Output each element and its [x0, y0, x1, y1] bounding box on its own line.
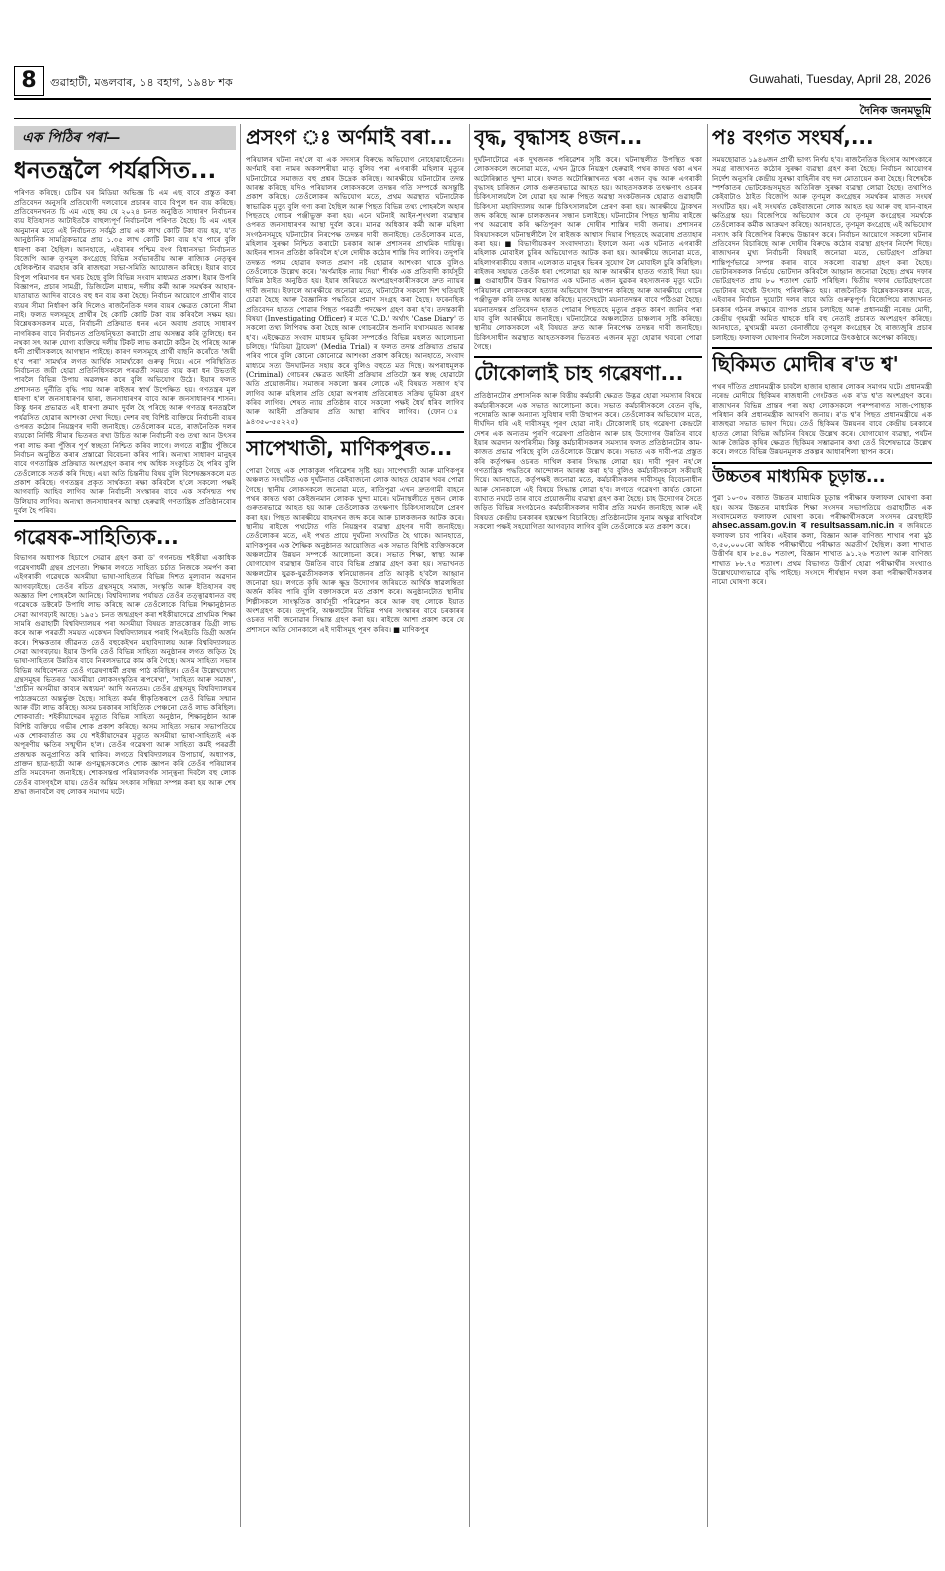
- article-sapekhati-body: পোৱা গৈছে এক শোকাকুল পৰিৱেশৰ সৃষ্টি হয়। সাপেখাতী আৰু মাণিকপুৰ অঞ্চলত সংঘটিত এক দুৰ্ঘটনাত কেইবাজনো লোক আহত হোৱাৰ খবৰ পোৱা গৈছে। স্থানীয় লোকসকলে জনোৱা মতে, ৰাতিপুৱা এখন দ্ৰুতগামী বাহনে পথৰ কাষত থকা কেইজনমান লোকক খুন্দা মাৰে। ঘটনাস্থলীতে দুজন লোক গুৰুতৰভাৱে আহত হয় আৰু তেওঁলোকক তৎক্ষণাৎ চিকিৎসালয়লৈ প্ৰেৰণ কৰা হয়। পিছত আৰক্ষীয়ে বাহনখন জব্দ কৰে আৰু চালকজনক আটক কৰে। স্থানীয় ৰাইজে পথটোত গতি নিয়ন্ত্ৰণৰ ব্যৱস্থা গ্ৰহণৰ দাবী জনাইছে। তেওঁলোকৰ মতে, এই পথত প্ৰায়ে দুৰ্ঘটনা সংঘটিত হৈ থাকে। আনহাতে, মাণিকপুৰৰ এক শৈক্ষিক অনুষ্ঠানত আয়োজিত এক সভাত বিশিষ্ট ব্যক্তিসকলে অঞ্চলটোৰ উন্নয়ন সম্পৰ্কে আলোচনা কৰে। সভাত শিক্ষা, স্বাস্থ্য আৰু যোগাযোগ ব্যৱস্থাৰ উন্নতিৰ বাবে বিভিন্ন প্ৰস্তাৱ গ্ৰহণ কৰা হয়। সভাখনত অঞ্চলটোৰ যুৱক-যুৱতীসকলক স্বনিয়োজনৰ প্ৰতি আকৃষ্ট হ'বলৈ আহ্বান জনোৱা হয়। লগতে কৃষি আৰু ক্ষুদ্ৰ উদ্যোগৰ জৰিয়তে আৰ্থিক স্বাৱলম্বিতা অৰ্জন কৰিব পাৰি বুলি বক্তাসকলে মত প্ৰকাশ কৰে। অনুষ্ঠানটোত স্থানীয় শিল্পীসকলে সাংস্কৃতিক কাৰ্যসূচী পৰিৱেশন কৰে আৰু বহু লোকে ইয়াত অংশগ্ৰহণ কৰে। তদুপৰি, অঞ্চলটোৰ বিভিন্ন পথৰ সংস্কাৰৰ বাবে চৰকাৰৰ ওচৰত দাবী জনোৱাৰ সিদ্ধান্ত গ্ৰহণ কৰা হয়। ৰাইজে আশা প্ৰকাশ কৰে যে প্ৰশাসনে অতি সোনকালে এই দাবীসমূহ পূৰণ কৰিব। ■ মাণিকপুৰ: [246, 465, 464, 634]
- article-divider: [712, 347, 932, 349]
- column-4: [712, 124, 932, 1527]
- article-divider: [474, 356, 702, 358]
- hs-results-text-a: পুৱা ১০-৩০ বজাত উচ্চতৰ মাধ্যমিক চূড়ান্ত পৰীক্ষাৰ ফলাফল ঘোষণা কৰা হয়। অসম উচ্চতৰ মাধ্যমিক শিক্ষা সংসদৰ সভাপতিয়ে গুৱাহাটীত এক সংবাদমেলত ফলাফল ঘোষণা কৰে। পৰীক্ষাৰ্থীসকলে সংসদৰ ৱেবছাইট: [712, 493, 932, 521]
- column-divider: [707, 124, 708, 1527]
- article-tocklai-body: প্ৰতিষ্ঠানটোৰ প্ৰশাসনিক আৰু বিত্তীয় কৰ্মচাৰী ক্ষেত্ৰত উদ্ভৱ হোৱা সমস্যাৰ বিষয়ে কৰ্মচাৰীসকলে এক সভাত আলোচনা কৰে। সভাত কৰ্মচাৰীসকলে বেতন বৃদ্ধি, পদোন্নতি আৰু অন্যান্য সুবিধাৰ দাবী উত্থাপন কৰে। তেওঁলোকৰ অভিযোগ মতে, দীৰ্ঘদিন ধৰি এই দাবীসমূহ পূৰণ হোৱা নাই। টোকোলাই চাহ গৱেষণা কেন্দ্ৰটো দেশৰ এক অন্যতম পুৰণি গৱেষণা প্ৰতিষ্ঠান আৰু চাহ উদ্যোগৰ উন্নতিৰ বাবে ইয়াৰ অৱদান অপৰিসীম। কিন্তু কৰ্মচাৰীসকলৰ সমস্যাৰ ফলত প্ৰতিষ্ঠানটোৰ কাম-কাজত প্ৰভাৱ পৰিছে বুলি তেওঁলোকে উল্লেখ কৰে। সভাত এক দাবী-পত্ৰ প্ৰস্তুত কৰি কৰ্তৃপক্ষৰ ওচৰত দাখিল কৰাৰ সিদ্ধান্ত লোৱা হয়। দাবী পূৰণ নহ'লে গণতান্ত্ৰিক পদ্ধতিৰে আন্দোলন আৰম্ভ কৰা হ'ব বুলিও কৰ্মচাৰীসকলে সকীয়াই দিয়ে। আনহাতে, কৰ্তৃপক্ষই জনোৱা মতে, কৰ্মচাৰীসকলৰ দাবীসমূহ বিবেচনাধীন আৰু সোনকালে এই বিষয়ে সিদ্ধান্ত লোৱা হ'ব। লগতে গৱেষণা কাৰ্যত কোনো ব্যাঘাত নঘটে তাৰ বাবে প্ৰয়োজনীয় ব্যৱস্থা গ্ৰহণ কৰা হৈছে। চাহ উদ্যোগৰ সৈতে জড়িত বিভিন্ন সংগঠনেও কৰ্মচাৰীসকলৰ দাবীৰ প্ৰতি সমৰ্থন জনাইছে আৰু এই বিষয়ত কেন্দ্ৰীয় চৰকাৰৰ হস্তক্ষেপ বিচাৰিছে। প্ৰতিষ্ঠানটোৰ সুনাম অক্ষুণ্ণ ৰাখিবলৈ সকলো পক্ষই সহযোগিতা আগবঢ়াব লাগিব বুলি তেওঁলোকে মত প্ৰকাশ কৰে।: [474, 391, 702, 532]
- article-dhanatantra-body: পৰিণত কৰিছে। চেটিৰ ঘৰ মিডিয়া অভিজ্ঞ চি এম এছ বাবে প্ৰস্তুত কৰা প্ৰতিবেদন অনুসৰি প্ৰতিযোগী দলবোৰে প্ৰচাৰৰ বাবে বিপুল ধন ব্যয় কৰিছে। প্ৰতিবেদনখনত চি এম এছে কয় যে ২০২৪ চনত অনুষ্ঠিত সাধাৰণ নিৰ্বাচনৰ ব্যয় ইতিহাসত আটাইতকৈ বাহুল্যপূৰ্ণ নিৰ্বাচনলৈ পৰিণত হৈছে। চি এম এছৰ অনুমানৰ মতে এই নিৰ্বাচনত সৰ্বমুঠ প্ৰায় এক লাখ কোটি টকা ব্যয় হয়, য'ত আনুষ্ঠানিক সামগ্ৰিকভাৱে প্ৰায় ১.৩৫ লাখ কোটি টকা ব্যয় হ'ব পাৰে বুলি ধাৰণা কৰা হৈছিল। আনহাতে, এইবাৰৰ পশ্চিম বংগ বিধানসভা নিৰ্বাচনত বিজেপি আৰু তৃণমূল কংগ্ৰেছে বিভিন্ন সৰ্বভাৰতীয় আৰু ৰাজ্যিক নেতৃত্বৰ হেলিকপ্টাৰ ব্যৱহাৰ কৰি ৰাজহুৱা সভা-সমিতি আয়োজন কৰিছে। ইয়াৰ বাবে বিপুল পৰিমাণৰ ধন খৰচ হৈছে বুলি বিভিন্ন সংবাদ মাধ্যমত প্ৰকাশ। ইয়াৰ উপৰি বিজ্ঞাপন, প্ৰচাৰ সামগ্ৰী, ডিজিটেল মাধ্যম, দলীয় কৰ্মী আৰু সমৰ্থকৰ আহাৰ-যাতায়াত আদিৰ বাবেও বহু ধন ব্যয় কৰা হৈছে। নিৰ্বাচন আয়োগে প্ৰাৰ্থীৰ বাবে ব্যয়ৰ সীমা নিৰ্ধাৰণ কৰি দিলেও ৰাজনৈতিক দলৰ ব্যয়ৰ ক্ষেত্ৰত কোনো সীমা নাই। ফলত দলসমূহে প্ৰাৰ্থীৰ হৈ কোটি কোটি টকা ব্যয় কৰিবলৈ সক্ষম হয়। বিশ্লেষকসকলৰ মতে, নিৰ্বাচনী প্ৰক্ৰিয়াত ধনৰ এনে অবাধ প্ৰবাহে সাধাৰণ নাগৰিকৰ বাবে নিৰ্বাচনত প্ৰতিদ্বন্দ্বিতা কৰাটো প্ৰায় অসম্ভৱ কৰি তুলিছে। ধন নথকা সৎ আৰু যোগ্য ব্যক্তিয়ে দলীয় টিকট লাভ কৰাটো কঠিন হৈ পৰিছে আৰু ধনী প্ৰাৰ্থীসকলহে আগস্থান পাইছে। কাৰণ দলসমূহে প্ৰাৰ্থী বাছনি কৰোঁতে 'জয়ী হ'ব পৰা' সামৰ্থ্যৰ লগত আৰ্থিক সামৰ্থ্যকো গুৰুত্ব দিয়ে। এনে পৰিস্থিতিত নিৰ্বাচনত জয়ী হোৱা প্ৰতিনিধিসকলে পৰৱৰ্তী সময়ত ব্যয় কৰা ধন উভতাই পাবলৈ বিভিন্ন উপায় অৱলম্বন কৰে বুলি অভিযোগ উঠে। ইয়াৰ ফলত প্ৰশাসনত দুৰ্নীতি বৃদ্ধি পায় আৰু ৰাইজৰ স্বাৰ্থ উপেক্ষিত হয়। গণতন্ত্ৰৰ মূল ধাৰণা হ'ল জনসাধাৰণৰ দ্বাৰা, জনসাধাৰণৰ বাবে আৰু জনসাধাৰণৰ শাসন। কিন্তু ধনৰ প্ৰভাৱত এই ধাৰণা ক্ৰমাৎ দুৰ্বল হৈ পৰিছে আৰু গণতন্ত্ৰ ধনতন্ত্ৰলৈ পৰ্যৱসিত হোৱাৰ আশংকা দেখা দিছে। দেশৰ বহু বিশিষ্ট ব্যক্তিয়ে নিৰ্বাচনী ব্যয়ৰ ওপৰত কঠোৰ নিয়ন্ত্ৰণৰ দাবী জনাইছে। তেওঁলোকৰ মতে, ৰাজনৈতিক দলৰ ব্যয়কো নিৰ্দিষ্ট সীমাৰ ভিতৰত ৰখা উচিত আৰু নিৰ্বাচনী বণ্ড তথা আন উৎসৰ পৰা লাভ কৰা পুঁজিৰ পূৰ্ণ স্বচ্ছতা নিশ্চিত কৰিব লাগে। লগতে ৰাষ্ট্ৰীয় পুঁজিৰে নিৰ্বাচন অনুষ্ঠিত কৰাৰ প্ৰস্তাৱো বিবেচনা কৰিব পাৰি। অন্যথা সাধাৰণ মানুহৰ বাবে গণতান্ত্ৰিক প্ৰক্ৰিয়াত অংশগ্ৰহণ কৰাৰ পথ অধিক সংকুচিত হৈ পৰিব বুলি তেওঁলোকে সতৰ্ক কৰি দিছে। এয়া অতি চিন্তনীয় বিষয় বুলি বিশেষজ্ঞসকলে মত প্ৰকাশ কৰিছে। গণতন্ত্ৰৰ প্ৰকৃত সাৰ্থকতা ৰক্ষা কৰিবলৈ হ'লে সকলো পক্ষই আগবাঢ়ি আহিব লাগিব আৰু নিৰ্বাচনী সংস্কাৰৰ বাবে এক সৰ্বসন্মত পথ উলিয়াব লাগিব। অন্যথা জনসাধাৰণৰ আস্থা হেৰুৱাই গণতান্ত্ৰিক প্ৰতিষ্ঠানবোৰ দুৰ্বল হৈ পৰিব।: [14, 188, 236, 516]
- page-header: [14, 64, 931, 98]
- results-website-link[interactable]: ahsec.assam.gov.in ৰ resultsassam.nic.in: [712, 520, 895, 531]
- article-divider: [14, 520, 236, 522]
- headline-researcher: গৱেষক-সাহিত্যিক...: [14, 525, 179, 550]
- column-3: [474, 124, 702, 1527]
- article-divider: [712, 462, 932, 464]
- headline-west-bengal: পঃ বংগত সংঘৰ্ষ,...: [712, 125, 874, 149]
- headline-arnamai: প্ৰসংগ ঃ অৰ্ণমাই বৰা...: [246, 125, 453, 149]
- article-arnamai-body: পৰিয়ালৰ ঘটনা নহ'লে বা এক সদস্যৰ বিৰুদ্ধে অভিযোগ নোহোৱাহেঁতেন। অৰ্ণমাই বৰা নামৰ অকলশৰীয়া মাতৃ বুলিব পৰা এগৰাকী মহিলাৰ মৃত্যুৰ ঘটনাটোৱে সমাজত বহু প্ৰশ্নৰ উদ্ৰেক কৰিছে। আৰক্ষীয়ে ঘটনাটোৰ তদন্ত আৰম্ভ কৰিছে যদিও পৰিয়ালৰ লোকসকলে তদন্তৰ গতি সম্পৰ্কে অসন্তুষ্টি প্ৰকাশ কৰিছে। তেওঁলোকৰ অভিযোগ মতে, প্ৰথম অৱস্থাত ঘটনাটোক স্বাভাৱিক মৃত্যু বুলি গণ্য কৰা হৈছিল আৰু পিছত বিভিন্ন তথ্য পোহৰলৈ অহাৰ পিছতহে গোচৰ পঞ্জীভুক্ত কৰা হয়। এনে ঘটনাই আইন-শৃংখলা ব্যৱস্থাৰ ওপৰত জনসাধাৰণৰ আস্থা দুৰ্বল কৰে। মানৱ অধিকাৰ কৰ্মী আৰু মহিলা সংগঠনসমূহে ঘটনাটোৰ নিৰপেক্ষ তদন্তৰ দাবী জনাইছে। তেওঁলোকৰ মতে, মহিলাৰ সুৰক্ষা নিশ্চিত কৰাটো চৰকাৰ আৰু প্ৰশাসনৰ প্ৰাথমিক দায়িত্ব। আইনৰ শাসন প্ৰতিষ্ঠা কৰিবলৈ হ'লে দোষীক কঠোৰ শাস্তি দিব লাগিব। তদুপৰি তদন্তত পলম হোৱাৰ ফলত প্ৰমাণ নষ্ট হোৱাৰ আশংকা থাকে বুলিও তেওঁলোকে উল্লেখ কৰে। 'অৰ্ণমাইক ন্যায় দিয়া' শীৰ্ষক এক প্ৰতিবাদী কাৰ্যসূচী বিভিন্ন ঠাইত অনুষ্ঠিত হয়। ইয়াৰ জৰিয়তে অংশগ্ৰহণকাৰীসকলে দ্ৰুত ন্যায়ৰ দাবী জনায়। ইফালে আৰক্ষীয়ে জনোৱা মতে, ঘটনাটোৰ সকলো দিশ খতিয়াই চোৱা হৈছে আৰু বৈজ্ঞানিক পদ্ধতিৰে প্ৰমাণ সংগ্ৰহ কৰা হৈছে। ফৰেনছিক প্ৰতিবেদন হাতত পোৱাৰ পিছত পৰৱৰ্তী পদক্ষেপ গ্ৰহণ কৰা হ'ব। তদন্তকাৰী বিষয়া (Investigating Officer) ৰ মতে 'C.D.' অৰ্থাৎ 'Case Diary' ত সকলো তথ্য লিপিবদ্ধ কৰা হৈছে আৰু গোচৰটোৰ শুনানি যথাসময়ত আৰম্ভ হ'ব। এইক্ষেত্ৰত সংবাদ মাধ্যমৰ ভূমিকা সম্পৰ্কেও বিভিন্ন মহলত আলোচনা চলিছে। 'মিডিয়া ট্ৰায়েল' (Media Trial) ৰ ফলত তদন্ত প্ৰক্ৰিয়াত প্ৰভাৱ পৰিব পাৰে বুলি কোনো কোনোৱে আশংকা প্ৰকাশ কৰিছে। আনহাতে, সংবাদ মাধ্যমে সত্য উদঘাটনত সহায় কৰে বুলিও বহুতে মত দিছে। অপৰাধমূলক (Criminal) গোচৰৰ ক্ষেত্ৰত আইনী প্ৰক্ৰিয়াৰ প্ৰতিটো স্তৰ স্বচ্ছ হোৱাটো অতি প্ৰয়োজনীয়। সমাজৰ সকলো স্তৰৰ লোকে এই বিষয়ত সজাগ হ'ব লাগিব আৰু মহিলাৰ প্ৰতি হোৱা অপৰাধ প্ৰতিৰোধত সক্ৰিয় ভূমিকা গ্ৰহণ কৰিব লাগিব। শেষত ন্যায় প্ৰতিষ্ঠাৰ বাবে সকলো পক্ষই ধৈৰ্য ধৰিব লাগিব আৰু আইনী প্ৰক্ৰিয়াৰ প্ৰতি আস্থা ৰাখিব লাগিব। (ফোন ঃ ৯৪৩৫০-৫৫২২৫): [246, 155, 464, 426]
- article-sikkim-body: পথৰ দাঁতিত প্ৰধানমন্ত্ৰীক চাবলৈ হাজাৰ হাজাৰ লোকৰ সমাগম ঘটে। প্ৰধানমন্ত্ৰী নৰেন্দ্ৰ মোদীয়ে ছিকিমৰ ৰাজধানী গেংটকত এক ৰ'ড শ্ব'ত অংশগ্ৰহণ কৰে। ৰাজ্যখনৰ বিভিন্ন প্ৰান্তৰ পৰা অহা লোকসকলে পৰম্পৰাগত সাজ-পোছাক পৰিধান কৰি প্ৰধানমন্ত্ৰীক আদৰণি জনায়। ৰ'ড শ্ব'ৰ পিছত প্ৰধানমন্ত্ৰীয়ে এক ৰাজহুৱা সভাত ভাষণ দিয়ে। তেওঁ ছিকিমৰ উন্নয়নৰ বাবে কেন্দ্ৰীয় চৰকাৰে হাতত লোৱা বিভিন্ন আঁচনিৰ বিষয়ে উল্লেখ কৰে। যোগাযোগ ব্যৱস্থা, পৰ্যটন আৰু জৈৱিক কৃষিৰ ক্ষেত্ৰত ছিকিমৰ সম্ভাৱনাৰ কথা তেওঁ বিশেষভাৱে উল্লেখ কৰে। লগতে বিভিন্ন উন্নয়নমূলক প্ৰকল্পৰ আধাৰশিলা স্থাপন কৰে।: [712, 381, 932, 457]
- column-1: [14, 124, 236, 1527]
- article-divider: [246, 431, 464, 433]
- hs-results-text-b: ৰ জৰিয়তে ফলাফল চাব পাৰিব। এইবাৰ কলা, বিজ্ঞান আৰু বাণিজ্য শাখাৰ পৰা মুঠ ৩,৫০,০০০ৰো অধিক পৰীক্ষাৰ্থীয়ে পৰীক্ষাত অৱতীৰ্ণ হৈছিল। কলা শাখাত উত্তীৰ্ণৰ হাৰ ৮৫.৪০ শতাংশ, বিজ্ঞান শাখাত ৯১.২৬ শতাংশ আৰু বাণিজ্য শাখাত ৮৮.৭৫ শতাংশ। প্ৰথম বিভাগত উত্তীৰ্ণ হোৱা পৰীক্ষাৰ্থীৰ সংখ্যাও উল্লেখযোগ্যভাৱে বৃদ্ধি পাইছে। সংসদে শীৰ্ষস্থান দখল কৰা পৰীক্ষাৰ্থীসকলৰ নামো ঘোষণা কৰে।: [712, 521, 932, 587]
- dateline-assamese: গুৱাহাটী, মঙলবাৰ, ১৪ বহাগ, ১৯৪৮ শক: [50, 76, 233, 89]
- header-rule: [14, 98, 931, 100]
- section-kicker: এক পিঠিৰ পৰা—: [14, 126, 236, 150]
- column-divider: [240, 124, 241, 1527]
- article-researcher-body: বিভাগৰ অধ্যাপক হিচাপে সেৱাৰ গ্ৰহণ কৰা ড' গগনচন্দ্ৰ শইকীয়া একাধিক গৱেষণাধৰ্মী গ্ৰন্থৰ প্ৰণেতা। শিক্ষাৰ লগতে সাহিত্য চৰ্চাত নিজকে সমৰ্পণ কৰা এইগৰাকী গৱেষকে অসমীয়া ভাষা-সাহিত্যৰ বিভিন্ন দিশত মূল্যবান অৱদান আগবঢ়াইছে। তেওঁৰ ৰচিত গ্ৰন্থসমূহে সমাজ, সংস্কৃতি আৰু ইতিহাসৰ বহু অজ্ঞাত দিশ পোহৰলৈ আনিছে। বিশ্ববিদ্যালয় পৰ্যায়ত তেওঁৰ তত্ত্বাৱধানত বহু গৱেষকে ডক্টৰেট উপাধি লাভ কৰিছে আৰু তেওঁলোকে বিভিন্ন শিক্ষানুষ্ঠানত সেৱা আগবঢ়াই আছে। ১৯৫১ চনত জন্মগ্ৰহণ কৰা শইকীয়াদেৱে প্ৰাথমিক শিক্ষা সামৰি গুৱাহাটী বিশ্ববিদ্যালয়ৰ পৰা অসমীয়া বিষয়ত স্নাতকোত্তৰ ডিগ্ৰী লাভ কৰে আৰু পৰৱৰ্তী সময়ত একেখন বিশ্ববিদ্যালয়ৰ পৰাই পিএইচডি ডিগ্ৰী অৰ্জন কৰে। শিক্ষকতাৰ জীৱনত তেওঁ বহুকেইখন মহাবিদ্যালয় আৰু বিশ্ববিদ্যালয়ত সেৱা আগবঢ়ায়। ইয়াৰ উপৰি তেওঁ বিভিন্ন সাহিত্য অনুষ্ঠানৰ লগত জড়িত হৈ ভাষা-সাহিত্যৰ উন্নতিৰ বাবে নিৰলসভাৱে কাম কৰি গৈছে। অসম সাহিত্য সভাৰ বিভিন্ন অধিবেশনত তেওঁ গৱেষণাধৰ্মী প্ৰবন্ধ পাঠ কৰিছিল। তেওঁৰ উল্লেখযোগ্য গ্ৰন্থসমূহৰ ভিতৰত 'অসমীয়া লোকসংস্কৃতিৰ ৰূপৰেখা', 'সাহিত্য আৰু সমাজ', 'প্ৰাচীন অসমীয়া কাব্যৰ অধ্যয়ন' আদি অন্যতম। তেওঁৰ গ্ৰন্থসমূহ বিশ্ববিদ্যালয়ৰ পাঠ্যক্ৰমতো অন্তৰ্ভুক্ত হৈছে। সাহিত্য কৰ্মৰ স্বীকৃতিস্বৰূপে তেওঁ বিভিন্ন সন্মান আৰু বঁটা লাভ কৰিছে। অসম চৰকাৰৰ সাহিত্যিক পেঞ্চনো তেওঁ লাভ কৰিছিল। শোকবাৰ্তা: শইকীয়াদেৱৰ মৃত্যুত বিভিন্ন সাহিত্য অনুষ্ঠান, শিক্ষানুষ্ঠান আৰু বিশিষ্ট ব্যক্তিয়ে গভীৰ শোক প্ৰকাশ কৰিছে। অসম সাহিত্য সভাৰ সভাপতিয়ে এক শোকবাৰ্তাত কয় যে শইকীয়াদেৱৰ মৃত্যুত অসমীয়া ভাষা-সাহিত্যই এক অপূৰণীয় ক্ষতিৰ সন্মুখীন হ'ল। তেওঁৰ গৱেষণা আৰু সাহিত্য কৰ্মই পৰৱৰ্তী প্ৰজন্মক অনুপ্ৰাণিত কৰি থাকিব। লগতে বিশ্ববিদ্যালয়ৰ উপাচাৰ্য, অধ্যাপক, প্ৰাক্তন ছাত্ৰ-ছাত্ৰী আৰু গুণমুগ্ধসকলেও শোক জ্ঞাপন কৰি তেওঁৰ পৰিয়ালৰ প্ৰতি সমবেদনা জনাইছে। শোকসন্তপ্ত পৰিয়ালবৰ্গক সান্ত্বনা দিবলৈ বহু লোক তেওঁৰ বাসগৃহলৈ যায়। তেওঁৰ অন্তিম সৎকাৰ সন্ধিয়া সম্পন্ন কৰা হয় আৰু শেষ শ্ৰদ্ধা জনাবলৈ বহু লোকৰ সমাগম ঘটে।: [14, 553, 236, 797]
- headline-accident: বৃদ্ধ, বৃদ্ধাসহ ৪জন...: [474, 125, 643, 149]
- page-number: 8: [14, 66, 44, 96]
- masthead: দৈনিক জনমভূমি: [859, 104, 931, 117]
- column-2: [246, 124, 464, 1527]
- article-hs-results-body: [712, 493, 932, 586]
- masthead-rule: [14, 118, 931, 119]
- headline-tocklai: টোকোলাই চাহ গৱেষণা...: [474, 361, 684, 386]
- headline-sapekhati: সাপেখাতী, মাণিকপুৰত...: [246, 435, 453, 460]
- dateline-english: Guwahati, Tuesday, April 28, 2026: [749, 72, 931, 86]
- headline-dhanatantra: ধনতন্ত্ৰলৈ পৰ্যৱসিত...: [14, 158, 217, 184]
- headline-hs-results: উচ্চতৰ মাধ্যমিক চূড়ান্ত...: [712, 466, 886, 487]
- article-west-bengal-body: সময়ছোৱাত ১৯৪৬জন প্ৰাৰ্থী ভাগ্য নিৰ্ণয় হ'ব। ৰাজনৈতিক হিংসাৰ আশংকাৰে সমগ্ৰ ৰাজ্যখনত কঠোৰ সুৰক্ষা ব্যৱস্থা গ্ৰহণ কৰা হৈছে। নিৰ্বাচন আয়োগৰ নিৰ্দেশ অনুসৰি কেন্দ্ৰীয় সুৰক্ষা বাহিনীৰ বহু দল মোতায়েন কৰা হৈছে। বিশেষকৈ স্পৰ্শকাতৰ ভোটকেন্দ্ৰসমূহত অতিৰিক্ত সুৰক্ষা ব্যৱস্থা লোৱা হৈছে। তথাপিও কেইবাটাও ঠাইত বিজেপি আৰু তৃণমূল কংগ্ৰেছৰ সমৰ্থকৰ মাজত সংঘৰ্ষ সংঘটিত হয়। এই সংঘৰ্ষত কেইবাজনো লোক আহত হয় আৰু বহু যান-বাহন ক্ষতিগ্ৰস্ত হয়। বিজেপিয়ে অভিযোগ কৰে যে তৃণমূল কংগ্ৰেছৰ সমৰ্থকে তেওঁলোকৰ কৰ্মীক আক্ৰমণ কৰিছে। আনহাতে, তৃণমূল কংগ্ৰেছে এই অভিযোগ নস্যাৎ কৰি বিজেপিৰ বিৰুদ্ধে উচ্চাৰণ কৰে। নিৰ্বাচন আয়োগে সকলো ঘটনাৰ প্ৰতিবেদন বিচাৰিছে আৰু দোষীৰ বিৰুদ্ধে কঠোৰ ব্যৱস্থা গ্ৰহণৰ নিৰ্দেশ দিছে। ৰাজ্যখনৰ মুখ্য নিৰ্বাচনী বিষয়াই জনোৱা মতে, ভোটগ্ৰহণ প্ৰক্ৰিয়া শান্তিপূৰ্ণভাৱে সম্পন্ন কৰাৰ বাবে সকলো ব্যৱস্থা গ্ৰহণ কৰা হৈছে। ভোটাৰসকলক নিৰ্ভয়ে ভোটদান কৰিবলৈ আহ্বান জনোৱা হৈছে। প্ৰথম দফাৰ ভোটগ্ৰহণত প্ৰায় ৮০ শতাংশ ভোট পৰিছিল। দ্বিতীয় দফাৰ ভোটগ্ৰহণতো ভোটাৰৰ যথেষ্ট উৎসাহ পৰিলক্ষিত হয়। ৰাজনৈতিক বিশ্লেষকসকলৰ মতে, এইবাৰৰ নিৰ্বাচন দুয়োটা দলৰ বাবে অতি গুৰুত্বপূৰ্ণ। বিজেপিয়ে ৰাজ্যখনত চৰকাৰ গঠনৰ লক্ষ্যৰে ব্যাপক প্ৰচাৰ চলাইছে আৰু প্ৰধানমন্ত্ৰী নৰেন্দ্ৰ মোদী, কেন্দ্ৰীয় গৃহমন্ত্ৰী অমিত শ্বাহকে ধৰি বহু নেতাই প্ৰচাৰত অংশগ্ৰহণ কৰিছে। আনহাতে, মুখ্যমন্ত্ৰী মমতা বেনাৰ্জীয়ে তৃণমূল কংগ্ৰেছৰ হৈ ৰাজ্যজুৰি প্ৰচাৰ চলাইছে। ফলাফল ঘোষণাৰ দিনলৈ সকলোৱে উৎকণ্ঠাৰে অপেক্ষা কৰিছে।: [712, 155, 932, 342]
- headline-sikkim-roadshow: ছিকিমত মোদীৰ ৰ'ড শ্ব': [712, 351, 899, 376]
- column-divider: [469, 124, 470, 1527]
- article-accident-body: দুৰ্ঘটনাটোৱে এক দুখজনক পৰিৱেশৰ সৃষ্টি কৰে। ঘটনাস্থলীত উপস্থিত থকা লোকসকলে জনোৱা মতে, এখন ট্ৰাকে নিয়ন্ত্ৰণ হেৰুৱাই পথৰ কাষত থকা এখন অটোৰিক্সাত খুন্দা মাৰে। ফলত অটোৰিক্সাখনত থকা এজন বৃদ্ধ আৰু এগৰাকী বৃদ্ধাসহ চাৰিজন লোক গুৰুতৰভাৱে আহত হয়। আহতসকলক তৎক্ষণাৎ ওচৰৰ চিকিৎসালয়লৈ লৈ যোৱা হয় আৰু পিছত অৱস্থা সংকটজনক হোৱাত গুৱাহাটী চিকিৎসা মহাবিদ্যালয় আৰু চিকিৎসালয়লৈ প্ৰেৰণ কৰা হয়। আৰক্ষীয়ে ট্ৰাকখন জব্দ কৰিছে আৰু চালকজনৰ সন্ধান চলাইছে। ঘটনাটোৰ পিছত স্থানীয় ৰাইজে পথ অৱৰোধ কৰি ক্ষতিপূৰণ আৰু দোষীৰ শাস্তিৰ দাবী জনায়। প্ৰশাসনৰ বিষয়াসকলে ঘটনাস্থলীলৈ গৈ ৰাইজক আশ্বাস দিয়াৰ পিছতহে অৱৰোধ প্ৰত্যাহাৰ কৰা হয়। ■ বিভাগীয়কৰণ সংবাদদাতা। ইফালে অন্য এক ঘটনাত এগৰাকী মহিলাক মোবাইল চুৰিৰ অভিযোগত আটক কৰা হয়। আৰক্ষীয়ে জনোৱা মতে, মহিলাগৰাকীয়ে বজাৰ এলেকাত মানুহৰ ভিৰৰ সুযোগ লৈ মোবাইল চুৰি কৰিছিল। ৰাইজৰ সহায়ত তেওঁক ধৰা পেলোৱা হয় আৰু আৰক্ষীৰ হাতত গতাই দিয়া হয়। ■ গুৱাহাটীৰ উত্তৰ বিভাগত এক ঘটনাত এজন যুৱকৰ ৰহস্যজনক মৃত্যু ঘটে। পৰিয়ালৰ লোকসকলে হত্যাৰ অভিযোগ উত্থাপন কৰিছে আৰু আৰক্ষীয়ে গোচৰ পঞ্জীভুক্ত কৰি তদন্ত আৰম্ভ কৰিছে। মৃতদেহটো ময়নাতদন্তৰ বাবে পঠিওৱা হৈছে। ময়নাতদন্তৰ প্ৰতিবেদন হাতত পোৱাৰ পিছতহে মৃত্যুৰ প্ৰকৃত কাৰণ জানিব পৰা যাব বুলি আৰক্ষীয়ে জনাইছে। ঘটনাটোৱে অঞ্চলটোত চাঞ্চল্যৰ সৃষ্টি কৰিছে। স্থানীয় লোকসকলে এই বিষয়ত দ্ৰুত আৰু নিৰপেক্ষ তদন্তৰ দাবী জনাইছে। চিকিৎসাধীন অৱস্থাত আহতসকলৰ ভিতৰত এজনৰ মৃত্যু হোৱাৰ খবৰো পোৱা গৈছে।: [474, 155, 702, 351]
